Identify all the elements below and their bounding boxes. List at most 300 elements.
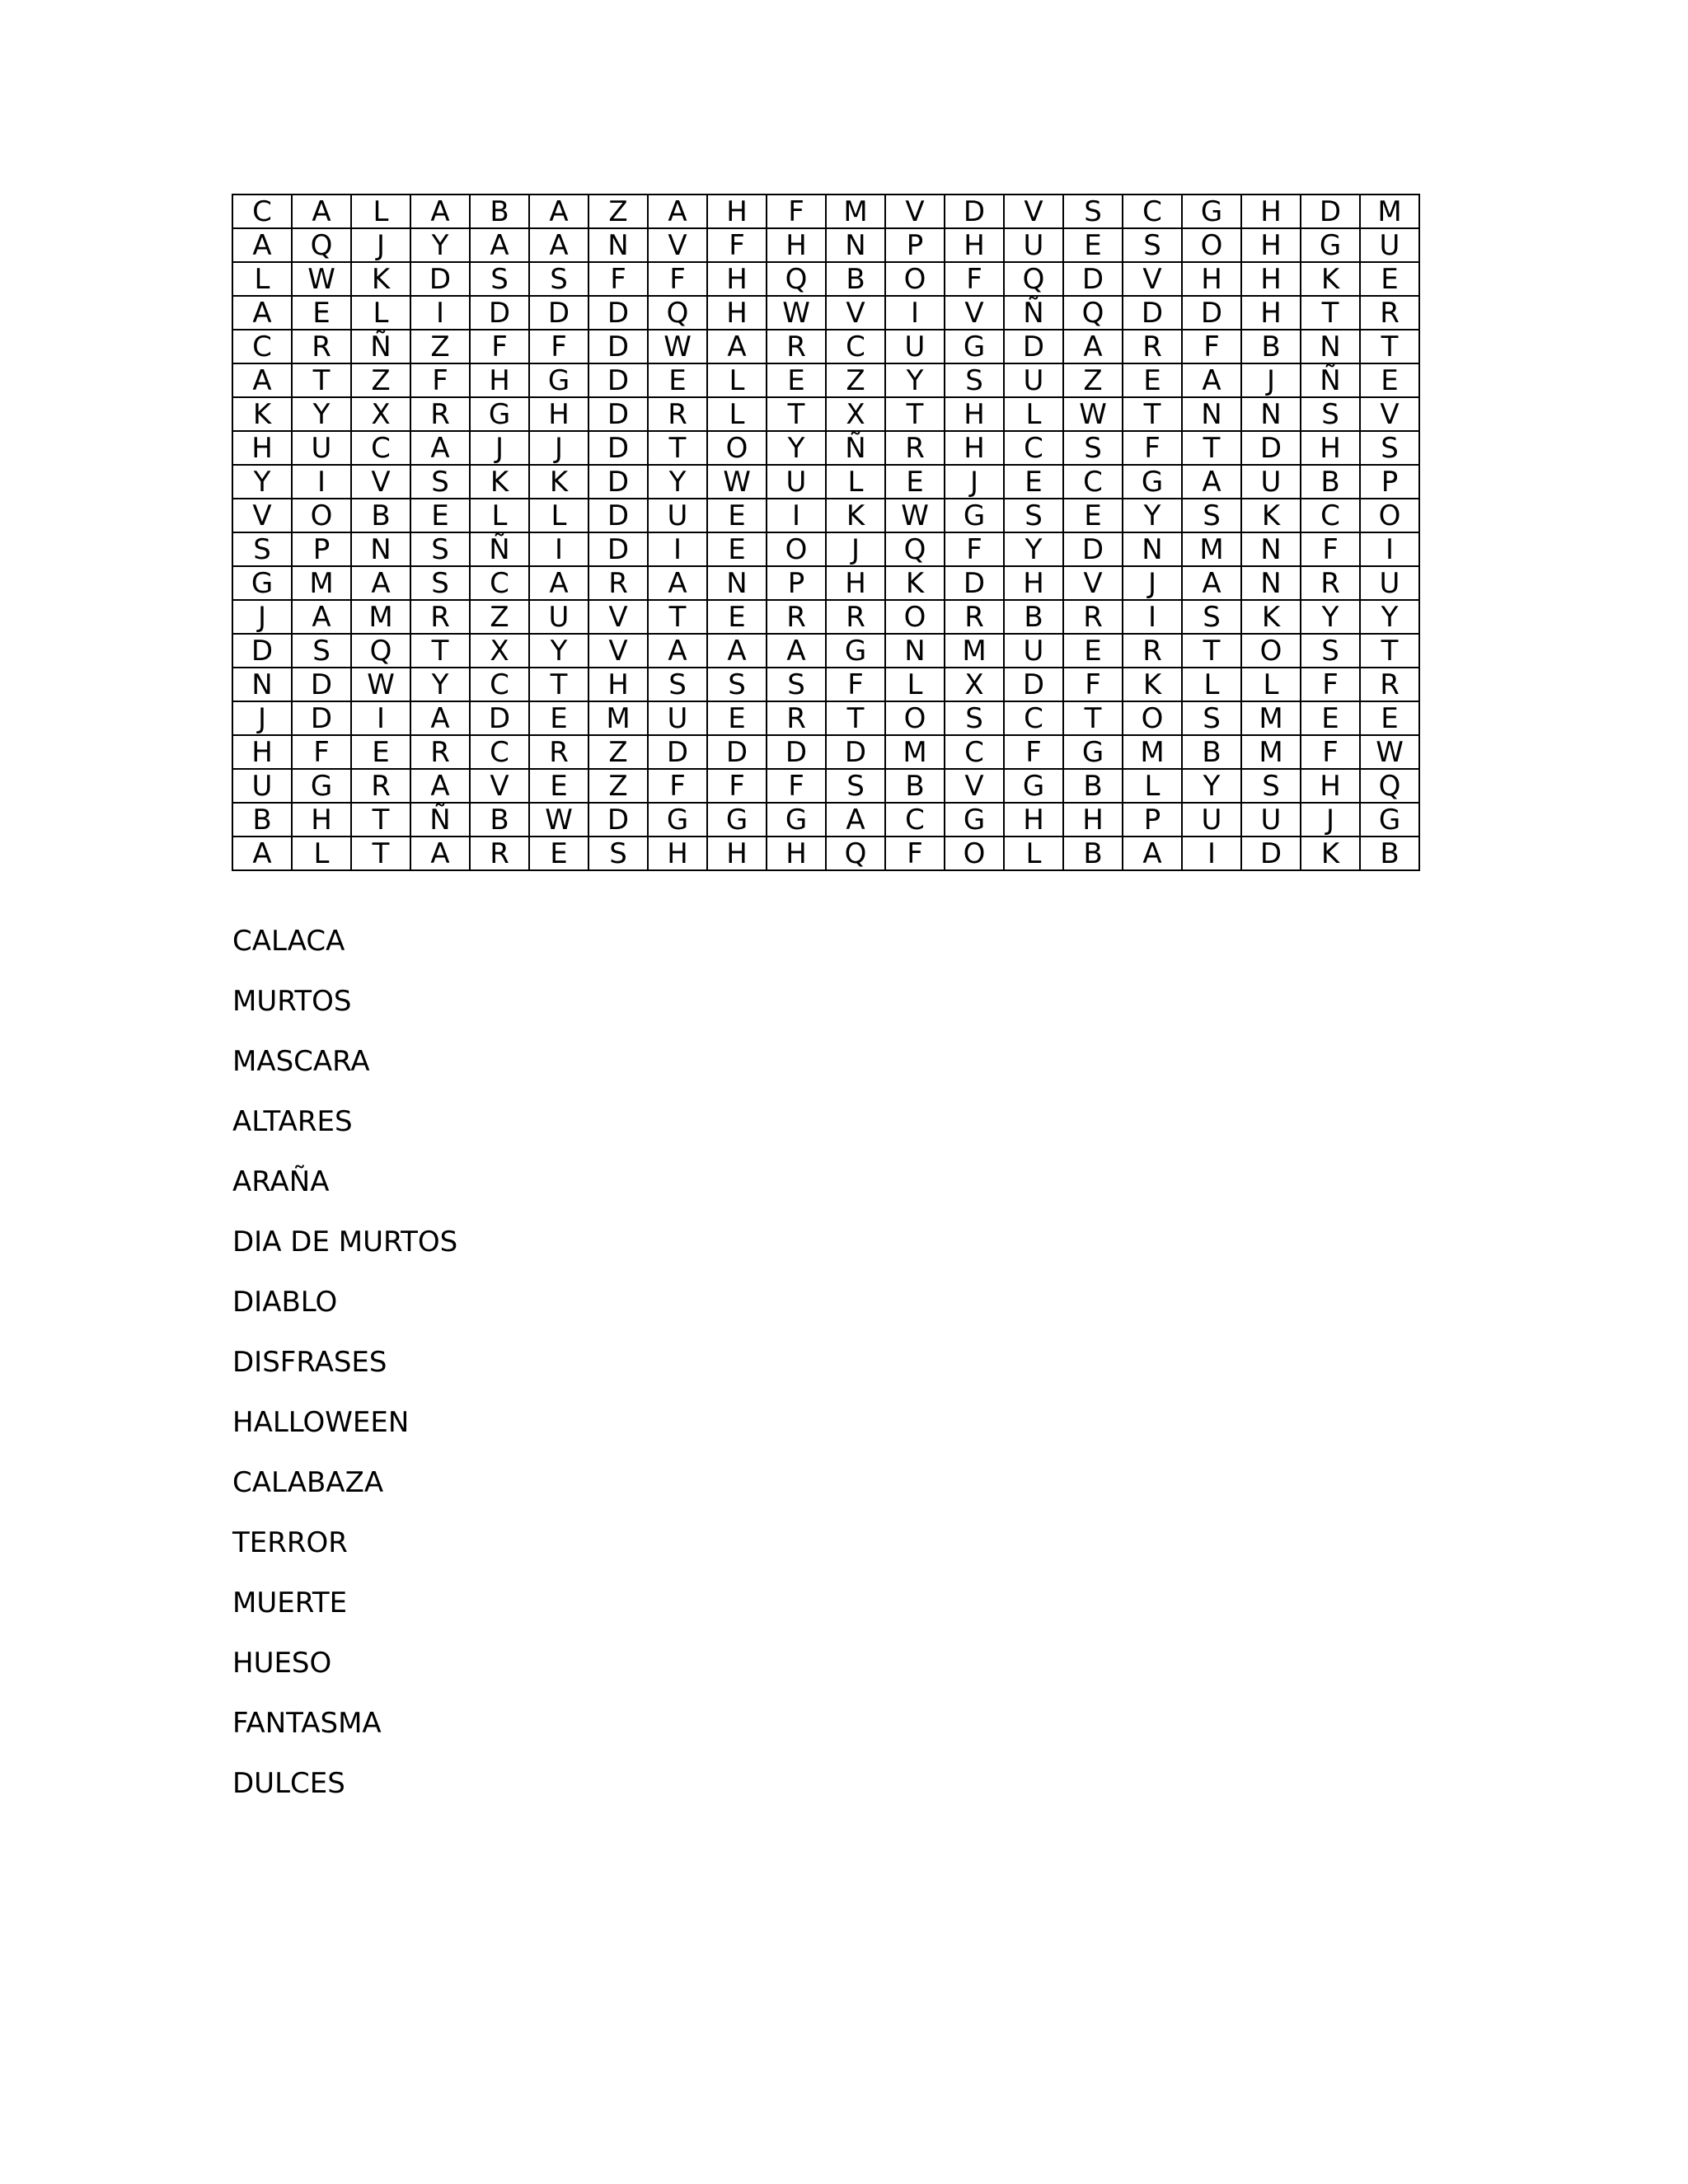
- grid-cell: S: [232, 532, 292, 566]
- grid-cell: D: [529, 296, 588, 330]
- grid-cell: L: [826, 465, 885, 499]
- grid-cell: D: [588, 532, 648, 566]
- grid-cell: M: [292, 566, 351, 600]
- grid-cell: G: [1301, 228, 1360, 262]
- grid-cell: Ñ: [470, 532, 529, 566]
- grid-cell: H: [292, 803, 351, 837]
- grid-cell: H: [648, 837, 707, 870]
- grid-row: [232, 499, 1419, 532]
- grid-cell: K: [470, 465, 529, 499]
- grid-cell: H: [1241, 194, 1301, 228]
- grid-cell: A: [529, 194, 588, 228]
- grid-cell: U: [767, 465, 826, 499]
- grid-cell: V: [826, 296, 885, 330]
- grid-cell: O: [1241, 634, 1301, 668]
- grid-cell: Q: [1004, 262, 1063, 296]
- grid-cell: F: [1301, 532, 1360, 566]
- grid-cell: G: [529, 363, 588, 397]
- grid-cell: Y: [410, 228, 470, 262]
- grid-cell: N: [1241, 397, 1301, 431]
- grid-cell: S: [826, 769, 885, 803]
- grid-cell: Y: [1360, 600, 1419, 634]
- grid-cell: L: [232, 262, 292, 296]
- grid-cell: D: [1241, 837, 1301, 870]
- grid-row: [232, 262, 1419, 296]
- grid-cell: H: [588, 668, 648, 701]
- grid-cell: A: [232, 296, 292, 330]
- grid-cell: L: [351, 296, 410, 330]
- grid-cell: T: [1182, 431, 1241, 465]
- word-list-item: DIABLO: [232, 1286, 338, 1319]
- grid-cell: B: [351, 499, 410, 532]
- grid-cell: S: [707, 668, 767, 701]
- grid-cell: A: [529, 566, 588, 600]
- grid-cell: D: [470, 296, 529, 330]
- grid-cell: D: [588, 363, 648, 397]
- grid-cell: F: [885, 837, 945, 870]
- grid-cell: J: [945, 465, 1004, 499]
- grid-cell: M: [945, 634, 1004, 668]
- grid-cell: A: [1182, 363, 1241, 397]
- grid-cell: Q: [351, 634, 410, 668]
- grid-cell: G: [1123, 465, 1182, 499]
- grid-cell: Y: [648, 465, 707, 499]
- grid-cell: H: [826, 566, 885, 600]
- grid-cell: W: [1360, 735, 1419, 769]
- grid-cell: B: [1063, 769, 1123, 803]
- grid-cell: T: [648, 600, 707, 634]
- grid-cell: N: [588, 228, 648, 262]
- grid-cell: H: [707, 837, 767, 870]
- grid-cell: H: [1241, 296, 1301, 330]
- grid-cell: I: [529, 532, 588, 566]
- grid-cell: G: [945, 330, 1004, 363]
- grid-cell: F: [1063, 668, 1123, 701]
- grid-cell: O: [707, 431, 767, 465]
- word-list-item: MASCARA: [232, 1045, 370, 1078]
- grid-cell: E: [1063, 634, 1123, 668]
- grid-cell: Z: [351, 363, 410, 397]
- grid-cell: Ñ: [1004, 296, 1063, 330]
- grid-cell: E: [707, 600, 767, 634]
- grid-cell: T: [1360, 330, 1419, 363]
- grid-cell: U: [1004, 634, 1063, 668]
- grid-cell: Y: [885, 363, 945, 397]
- grid-cell: G: [945, 499, 1004, 532]
- grid-cell: Y: [529, 634, 588, 668]
- grid-cell: F: [470, 330, 529, 363]
- grid-cell: D: [588, 431, 648, 465]
- grid-cell: T: [885, 397, 945, 431]
- grid-cell: H: [1063, 803, 1123, 837]
- grid-cell: K: [529, 465, 588, 499]
- grid-cell: L: [1004, 397, 1063, 431]
- grid-cell: Y: [292, 397, 351, 431]
- grid-cell: N: [1241, 566, 1301, 600]
- grid-cell: R: [1360, 668, 1419, 701]
- grid-cell: U: [1241, 465, 1301, 499]
- grid-cell: E: [767, 363, 826, 397]
- grid-cell: F: [767, 194, 826, 228]
- grid-cell: F: [1301, 735, 1360, 769]
- grid-cell: H: [767, 228, 826, 262]
- grid-cell: T: [1182, 634, 1241, 668]
- grid-cell: S: [1182, 600, 1241, 634]
- grid-cell: G: [470, 397, 529, 431]
- grid-body: [232, 194, 1419, 870]
- grid-cell: B: [1360, 837, 1419, 870]
- grid-cell: L: [351, 194, 410, 228]
- grid-cell: S: [945, 701, 1004, 735]
- grid-cell: F: [410, 363, 470, 397]
- grid-cell: C: [232, 330, 292, 363]
- grid-cell: H: [1004, 566, 1063, 600]
- grid-cell: R: [351, 769, 410, 803]
- word-list-item: DIA DE MURTOS: [232, 1226, 458, 1258]
- grid-cell: S: [1301, 634, 1360, 668]
- grid-cell: C: [232, 194, 292, 228]
- grid-row: [232, 228, 1419, 262]
- grid-cell: S: [1241, 769, 1301, 803]
- grid-cell: M: [1241, 701, 1301, 735]
- grid-cell: Y: [1004, 532, 1063, 566]
- grid-cell: S: [1063, 194, 1123, 228]
- grid-cell: W: [529, 803, 588, 837]
- grid-cell: L: [470, 499, 529, 532]
- grid-cell: S: [410, 532, 470, 566]
- grid-cell: F: [826, 668, 885, 701]
- grid-cell: A: [351, 566, 410, 600]
- word-search-grid: [232, 194, 1420, 871]
- grid-cell: F: [707, 769, 767, 803]
- grid-row: [232, 600, 1419, 634]
- grid-cell: R: [885, 431, 945, 465]
- grid-cell: N: [232, 668, 292, 701]
- grid-cell: O: [767, 532, 826, 566]
- grid-cell: H: [1241, 262, 1301, 296]
- grid-cell: Y: [410, 668, 470, 701]
- word-list-item: DULCES: [232, 1767, 345, 1800]
- grid-cell: E: [1360, 363, 1419, 397]
- grid-cell: T: [351, 837, 410, 870]
- grid-cell: J: [1241, 363, 1301, 397]
- grid-cell: U: [1182, 803, 1241, 837]
- grid-cell: E: [707, 532, 767, 566]
- grid-cell: H: [232, 431, 292, 465]
- grid-cell: E: [1063, 499, 1123, 532]
- grid-cell: P: [1360, 465, 1419, 499]
- grid-cell: S: [410, 465, 470, 499]
- grid-cell: E: [1360, 701, 1419, 735]
- grid-cell: A: [1063, 330, 1123, 363]
- grid-cell: Y: [232, 465, 292, 499]
- grid-cell: E: [351, 735, 410, 769]
- grid-cell: J: [1301, 803, 1360, 837]
- grid-cell: T: [1360, 634, 1419, 668]
- grid-cell: E: [707, 499, 767, 532]
- grid-cell: X: [351, 397, 410, 431]
- grid-cell: J: [351, 228, 410, 262]
- grid-cell: B: [232, 803, 292, 837]
- grid-cell: H: [232, 735, 292, 769]
- grid-cell: C: [1063, 465, 1123, 499]
- grid-cell: S: [470, 262, 529, 296]
- grid-cell: O: [885, 600, 945, 634]
- grid-cell: R: [410, 735, 470, 769]
- grid-cell: H: [707, 262, 767, 296]
- grid-cell: R: [292, 330, 351, 363]
- grid-cell: D: [1063, 262, 1123, 296]
- grid-cell: P: [767, 566, 826, 600]
- grid-row: [232, 330, 1419, 363]
- word-list-item: CALABAZA: [232, 1466, 384, 1499]
- grid-cell: W: [1063, 397, 1123, 431]
- grid-cell: U: [1004, 363, 1063, 397]
- grid-cell: C: [1004, 701, 1063, 735]
- grid-cell: D: [588, 803, 648, 837]
- grid-cell: K: [885, 566, 945, 600]
- grid-cell: T: [1123, 397, 1182, 431]
- grid-cell: D: [292, 668, 351, 701]
- grid-cell: O: [1123, 701, 1182, 735]
- grid-cell: F: [1182, 330, 1241, 363]
- grid-cell: B: [1063, 837, 1123, 870]
- grid-cell: D: [707, 735, 767, 769]
- grid-cell: Ñ: [826, 431, 885, 465]
- grid-cell: B: [1182, 735, 1241, 769]
- grid-cell: V: [470, 769, 529, 803]
- grid-cell: Q: [292, 228, 351, 262]
- grid-cell: T: [410, 634, 470, 668]
- grid-cell: F: [292, 735, 351, 769]
- grid-cell: Z: [410, 330, 470, 363]
- grid-cell: A: [410, 837, 470, 870]
- grid-cell: R: [1063, 600, 1123, 634]
- grid-cell: K: [826, 499, 885, 532]
- grid-cell: M: [351, 600, 410, 634]
- grid-cell: T: [292, 363, 351, 397]
- grid-cell: E: [529, 769, 588, 803]
- grid-cell: A: [410, 431, 470, 465]
- word-list-item: MURTOS: [232, 985, 352, 1018]
- grid-cell: G: [1182, 194, 1241, 228]
- grid-cell: A: [292, 194, 351, 228]
- grid-cell: P: [885, 228, 945, 262]
- grid-cell: B: [1241, 330, 1301, 363]
- grid-cell: U: [1241, 803, 1301, 837]
- grid-cell: J: [470, 431, 529, 465]
- grid-cell: L: [292, 837, 351, 870]
- grid-cell: F: [767, 769, 826, 803]
- grid-cell: E: [707, 701, 767, 735]
- grid-cell: I: [1123, 600, 1182, 634]
- grid-cell: D: [1301, 194, 1360, 228]
- grid-cell: L: [1123, 769, 1182, 803]
- grid-cell: U: [648, 499, 707, 532]
- grid-cell: D: [588, 499, 648, 532]
- grid-cell: S: [1301, 397, 1360, 431]
- grid-cell: F: [1301, 668, 1360, 701]
- grid-cell: K: [1241, 499, 1301, 532]
- grid-cell: D: [1123, 296, 1182, 330]
- grid-cell: Y: [1301, 600, 1360, 634]
- grid-cell: K: [1301, 837, 1360, 870]
- grid-cell: D: [1241, 431, 1301, 465]
- grid-cell: H: [1182, 262, 1241, 296]
- grid-cell: F: [588, 262, 648, 296]
- grid-cell: H: [707, 194, 767, 228]
- grid-cell: T: [767, 397, 826, 431]
- grid-cell: N: [707, 566, 767, 600]
- grid-cell: Z: [826, 363, 885, 397]
- grid-cell: C: [470, 735, 529, 769]
- grid-cell: D: [292, 701, 351, 735]
- grid-cell: E: [529, 837, 588, 870]
- grid-cell: A: [470, 228, 529, 262]
- grid-cell: U: [529, 600, 588, 634]
- grid-cell: N: [351, 532, 410, 566]
- grid-cell: X: [945, 668, 1004, 701]
- grid-row: [232, 735, 1419, 769]
- grid-cell: A: [232, 363, 292, 397]
- grid-cell: R: [1360, 296, 1419, 330]
- grid-row: [232, 363, 1419, 397]
- grid-cell: R: [945, 600, 1004, 634]
- grid-row: [232, 769, 1419, 803]
- grid-cell: R: [1123, 330, 1182, 363]
- grid-cell: K: [1301, 262, 1360, 296]
- grid-cell: C: [470, 566, 529, 600]
- grid-cell: O: [1360, 499, 1419, 532]
- grid-cell: B: [470, 194, 529, 228]
- grid-cell: M: [588, 701, 648, 735]
- grid-cell: S: [648, 668, 707, 701]
- grid-cell: M: [885, 735, 945, 769]
- grid-cell: F: [945, 262, 1004, 296]
- grid-cell: V: [351, 465, 410, 499]
- grid-cell: R: [1301, 566, 1360, 600]
- grid-row: [232, 194, 1419, 228]
- grid-cell: D: [945, 194, 1004, 228]
- grid-cell: B: [885, 769, 945, 803]
- grid-cell: W: [351, 668, 410, 701]
- grid-cell: J: [232, 701, 292, 735]
- grid-cell: H: [1301, 769, 1360, 803]
- grid-cell: U: [648, 701, 707, 735]
- grid-row: [232, 397, 1419, 431]
- grid-row: [232, 431, 1419, 465]
- grid-cell: H: [707, 296, 767, 330]
- grid-cell: F: [1004, 735, 1063, 769]
- grid-cell: V: [1004, 194, 1063, 228]
- word-list-item: DISFRASES: [232, 1346, 387, 1379]
- grid-cell: V: [1063, 566, 1123, 600]
- grid-cell: E: [885, 465, 945, 499]
- grid-cell: F: [1123, 431, 1182, 465]
- grid-cell: N: [1301, 330, 1360, 363]
- grid-row: [232, 837, 1419, 870]
- grid-cell: L: [529, 499, 588, 532]
- grid-cell: V: [945, 296, 1004, 330]
- grid-cell: W: [707, 465, 767, 499]
- word-list-item: HALLOWEEN: [232, 1406, 410, 1439]
- grid-row: [232, 532, 1419, 566]
- grid-cell: O: [292, 499, 351, 532]
- word-list-item: HUESO: [232, 1647, 332, 1680]
- grid-cell: A: [1182, 465, 1241, 499]
- grid-cell: M: [1241, 735, 1301, 769]
- grid-cell: R: [767, 600, 826, 634]
- grid-cell: G: [826, 634, 885, 668]
- grid-cell: M: [826, 194, 885, 228]
- grid-cell: I: [885, 296, 945, 330]
- word-list-item: ALTARES: [232, 1105, 353, 1138]
- grid-cell: D: [648, 735, 707, 769]
- grid-cell: U: [1004, 228, 1063, 262]
- grid-cell: A: [1123, 837, 1182, 870]
- grid-cell: X: [826, 397, 885, 431]
- grid-cell: A: [707, 330, 767, 363]
- grid-cell: H: [767, 837, 826, 870]
- grid-cell: D: [588, 296, 648, 330]
- grid-cell: V: [232, 499, 292, 532]
- grid-cell: A: [1182, 566, 1241, 600]
- grid-cell: D: [1004, 330, 1063, 363]
- grid-cell: N: [826, 228, 885, 262]
- grid-cell: U: [885, 330, 945, 363]
- grid-cell: D: [588, 465, 648, 499]
- grid-cell: S: [767, 668, 826, 701]
- grid-cell: G: [945, 803, 1004, 837]
- grid-cell: S: [1360, 431, 1419, 465]
- grid-cell: Y: [1123, 499, 1182, 532]
- grid-cell: R: [826, 600, 885, 634]
- grid-cell: H: [945, 431, 1004, 465]
- grid-cell: A: [707, 634, 767, 668]
- grid-cell: S: [1182, 701, 1241, 735]
- grid-cell: Y: [1182, 769, 1241, 803]
- word-list-item: MUERTE: [232, 1586, 348, 1619]
- grid-cell: C: [885, 803, 945, 837]
- grid-cell: D: [588, 330, 648, 363]
- grid-cell: F: [945, 532, 1004, 566]
- grid-cell: E: [1360, 262, 1419, 296]
- word-list: [232, 925, 457, 1827]
- grid-cell: C: [1004, 431, 1063, 465]
- grid-cell: P: [292, 532, 351, 566]
- grid-cell: E: [1301, 701, 1360, 735]
- grid-cell: A: [292, 600, 351, 634]
- grid-cell: T: [351, 803, 410, 837]
- grid-cell: D: [232, 634, 292, 668]
- grid-cell: R: [648, 397, 707, 431]
- grid-cell: L: [707, 363, 767, 397]
- grid-cell: T: [826, 701, 885, 735]
- grid-row: [232, 668, 1419, 701]
- grid-cell: W: [885, 499, 945, 532]
- grid-cell: F: [529, 330, 588, 363]
- grid-cell: A: [529, 228, 588, 262]
- grid-row: [232, 634, 1419, 668]
- grid-cell: A: [826, 803, 885, 837]
- grid-cell: A: [410, 701, 470, 735]
- grid-cell: G: [1063, 735, 1123, 769]
- grid-cell: Z: [588, 769, 648, 803]
- grid-cell: S: [1063, 431, 1123, 465]
- grid-row: [232, 465, 1419, 499]
- grid-cell: A: [648, 194, 707, 228]
- grid-cell: L: [1241, 668, 1301, 701]
